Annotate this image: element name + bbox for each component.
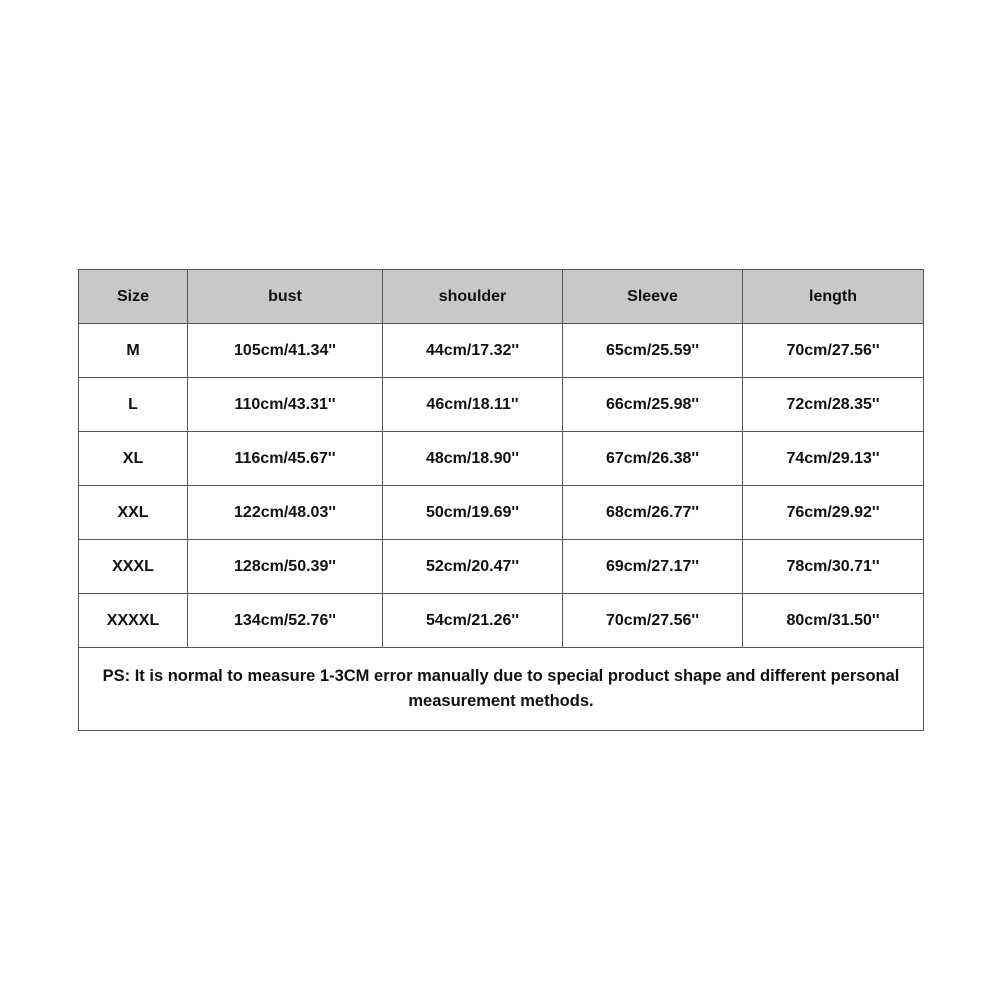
table-row <box>79 432 924 486</box>
shoulder-cell: 54cm/21.26'' <box>383 594 563 648</box>
length-cell: 74cm/29.13'' <box>743 432 924 486</box>
table-row <box>79 486 924 540</box>
column-header-size: Size <box>79 270 188 324</box>
column-header-bust: bust <box>188 270 383 324</box>
bust-cell: 105cm/41.34'' <box>188 324 383 378</box>
shoulder-cell: 52cm/20.47'' <box>383 540 563 594</box>
size-cell: M <box>79 324 188 378</box>
column-header-sleeve: Sleeve <box>563 270 743 324</box>
sleeve-cell: 67cm/26.38'' <box>563 432 743 486</box>
length-cell: 72cm/28.35'' <box>743 378 924 432</box>
shoulder-cell: 46cm/18.11'' <box>383 378 563 432</box>
length-cell: 70cm/27.56'' <box>743 324 924 378</box>
column-header-shoulder: shoulder <box>383 270 563 324</box>
bust-cell: 134cm/52.76'' <box>188 594 383 648</box>
size-cell: L <box>79 378 188 432</box>
size-cell: XXXL <box>79 540 188 594</box>
sleeve-cell: 69cm/27.17'' <box>563 540 743 594</box>
measurement-note: PS: It is normal to measure 1-3CM error manually due to special product shape and different personal measurement methods. <box>79 648 924 731</box>
shoulder-cell: 50cm/19.69'' <box>383 486 563 540</box>
shoulder-cell: 44cm/17.32'' <box>383 324 563 378</box>
bust-cell: 122cm/48.03'' <box>188 486 383 540</box>
size-cell: XL <box>79 432 188 486</box>
note-row <box>79 648 924 731</box>
size-chart-table <box>78 269 924 731</box>
bust-cell: 128cm/50.39'' <box>188 540 383 594</box>
sleeve-cell: 65cm/25.59'' <box>563 324 743 378</box>
length-cell: 76cm/29.92'' <box>743 486 924 540</box>
shoulder-cell: 48cm/18.90'' <box>383 432 563 486</box>
table-row <box>79 378 924 432</box>
length-cell: 80cm/31.50'' <box>743 594 924 648</box>
bust-cell: 116cm/45.67'' <box>188 432 383 486</box>
length-cell: 78cm/30.71'' <box>743 540 924 594</box>
bust-cell: 110cm/43.31'' <box>188 378 383 432</box>
table-row <box>79 594 924 648</box>
table-row <box>79 540 924 594</box>
header-row <box>79 270 924 324</box>
size-cell: XXXXL <box>79 594 188 648</box>
sleeve-cell: 70cm/27.56'' <box>563 594 743 648</box>
size-cell: XXL <box>79 486 188 540</box>
column-header-length: length <box>743 270 924 324</box>
table-row <box>79 324 924 378</box>
sleeve-cell: 68cm/26.77'' <box>563 486 743 540</box>
sleeve-cell: 66cm/25.98'' <box>563 378 743 432</box>
